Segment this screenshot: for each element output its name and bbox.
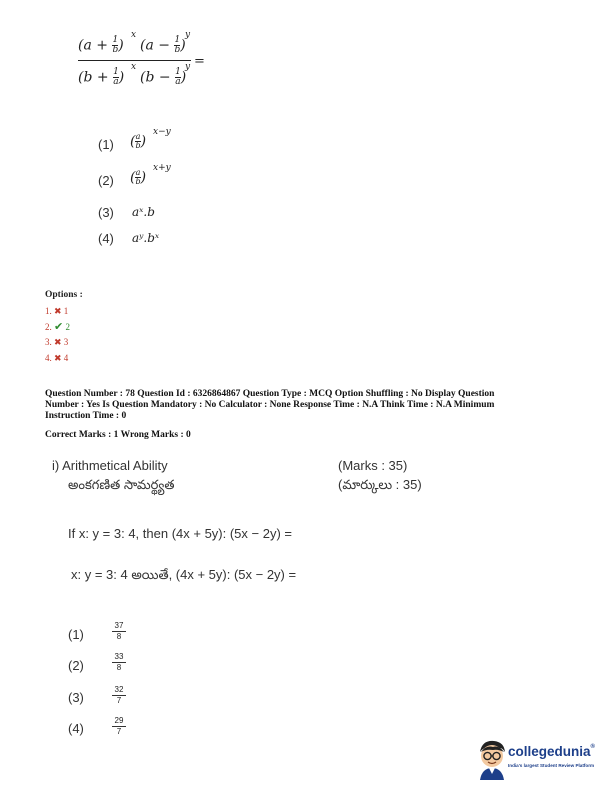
option-value: 1	[63, 306, 69, 316]
collegedunia-logo[interactable]	[474, 738, 608, 782]
numerator-exp-x: x	[131, 30, 137, 40]
option-base: ( $\frac{a}{b}$ )	[130, 168, 147, 186]
question-text-te: x: y = 3: 4 అయితే, (4x + 5y): (5x − 2y) =	[71, 567, 297, 582]
section-marks-en: (Marks : 35)	[338, 458, 408, 473]
option-number: (4)	[68, 721, 84, 736]
option-number: (1)	[98, 137, 114, 152]
option-number: (3)	[68, 690, 84, 705]
option-result-4	[45, 351, 70, 367]
option-exponent: x−y	[153, 127, 171, 137]
meta-line-3: Instruction Time : 0	[45, 411, 127, 421]
section-title-te: అంకగణిత సామర్థ్యత	[68, 477, 175, 492]
cross-icon: ✖	[54, 306, 62, 316]
option-value: 2	[65, 321, 70, 332]
question-text-en: If x: y = 3: 4, then (4x + 5y): (5x − 2y) =	[68, 526, 292, 541]
options-list	[45, 304, 70, 366]
check-icon: ✔	[54, 320, 64, 333]
student-mascot-icon	[474, 738, 510, 780]
option-index: 1.	[45, 306, 52, 316]
options-heading: Options :	[45, 290, 83, 300]
section-title-en: i) Arithmetical Ability	[52, 458, 168, 473]
cross-icon: ✖	[54, 337, 62, 347]
logo-wordmark: collegedunia®	[508, 744, 595, 759]
section-marks-te: (మార్కులు : 35)	[338, 477, 422, 492]
option-result-1	[45, 304, 70, 320]
cross-icon: ✖	[54, 352, 62, 363]
denominator-exp-y: y	[185, 62, 191, 72]
option-value: 4	[63, 352, 69, 363]
denominator-exp-x: x	[131, 62, 137, 72]
option-number: (2)	[68, 658, 84, 673]
option-number: (3)	[98, 205, 114, 220]
option-fraction: $\frac{33}{8}$	[112, 652, 126, 673]
fraction-bar	[78, 60, 191, 61]
option-number: (4)	[98, 231, 114, 246]
meta-line-2: Number : Yes Is Question Mandatory : No Calculator : None Response Time : N.A Think Time : N.A Minimum	[45, 400, 495, 410]
equals-sign: =	[194, 54, 205, 69]
option-exponent: x+y	[153, 163, 171, 173]
option-index: 3.	[45, 337, 52, 347]
option-expression: aˣ.b	[132, 205, 155, 219]
option-fraction: $\frac{32}{7}$	[112, 685, 126, 706]
option-number: (2)	[98, 173, 114, 188]
option-value: 3	[63, 337, 69, 347]
denominator-left: (b + $\frac{1}{a}$ )	[78, 67, 125, 87]
numerator-right: (a − $\frac{1}{b}$ )	[140, 35, 186, 55]
option-result-2	[45, 320, 70, 336]
numerator-exp-y: y	[185, 30, 191, 40]
option-fraction: $\frac{29}{7}$	[112, 716, 126, 737]
denominator-right: (b − $\frac{1}{a}$ )	[140, 67, 187, 87]
logo-tagline: India's largest Student Review Platform	[508, 763, 595, 768]
question-metadata	[45, 389, 575, 422]
option-number: (1)	[68, 627, 84, 642]
option-index: 2.	[45, 321, 52, 332]
meta-line-1: Question Number : 78 Question Id : 6326864867 Question Type : MCQ Option Shuffling : No Display Question	[45, 389, 495, 399]
option-index: 4.	[45, 352, 52, 363]
marks-info: Correct Marks : 1 Wrong Marks : 0	[45, 430, 191, 440]
option-fraction: $\frac{37}{8}$	[112, 621, 126, 642]
option-result-3	[45, 335, 70, 351]
option-base: ( $\frac{a}{b}$ )	[130, 132, 147, 150]
option-expression: aʸ.bˣ	[132, 231, 160, 245]
numerator-left: (a + $\frac{1}{b}$ )	[78, 35, 124, 55]
